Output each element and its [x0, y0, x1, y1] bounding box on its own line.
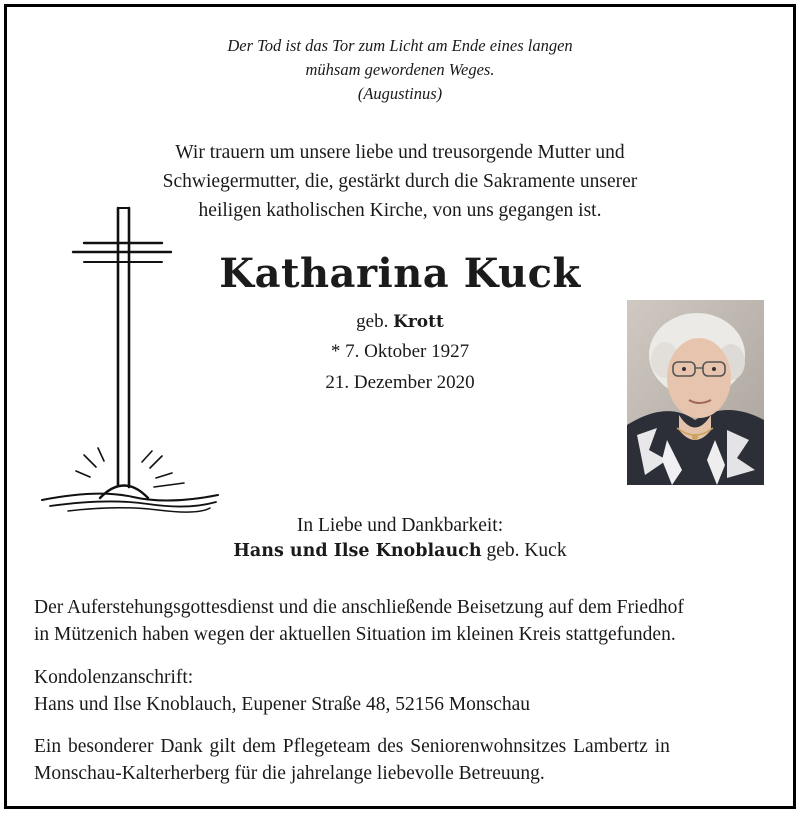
- mourners-intro: In Liebe und Dankbarkeit:: [296, 515, 504, 536]
- birth-date: * 7. Oktober 1927: [330, 341, 470, 362]
- intro-line: Wir trauern um unsere liebe und treusorgende Mutter und: [175, 142, 625, 163]
- condolence-address: [34, 664, 774, 718]
- motto-line: Der Tod ist das Tor zum Licht am Ende eines langen: [227, 36, 573, 55]
- gratitude-line: Monschau-Kalterherberg für die jahrelange liebevolle Betreuung.: [34, 763, 545, 784]
- gratitude-paragraph: [34, 733, 774, 787]
- death-date: 21. Dezember 2020: [325, 372, 475, 393]
- intro-line: heiligen katholischen Kirche, von uns gegangen ist.: [198, 200, 602, 221]
- motto-line: mühsam gewordenen Weges.: [305, 60, 495, 79]
- deceased-name: Katharina Kuck: [219, 250, 581, 297]
- service-paragraph: [34, 594, 774, 648]
- gratitude-line: Ein besonderer Dank gilt dem Pflegeteam des Seniorenwohnsitzes Lambertz in: [34, 736, 670, 757]
- mourners-suffix: geb. Kuck: [486, 540, 567, 561]
- service-line: in Mützenich haben wegen der aktuellen Situation im kleinen Kreis stattgefunden.: [34, 624, 676, 645]
- service-line: Der Auferstehungsgottesdienst und die anschließende Beisetzung auf dem Friedhof: [34, 597, 684, 618]
- maiden-name: Krott: [393, 312, 444, 332]
- motto-quote: [0, 34, 800, 106]
- born-prefix: geb.: [356, 311, 389, 332]
- address-value: Hans und Ilse Knoblauch, Eupener Straße 48, 52156 Monschau: [34, 694, 531, 715]
- mourners-names-bold: Hans und Ilse Knoblauch: [233, 541, 482, 561]
- intro-line: Schwiegermutter, die, gestärkt durch die Sakramente unserer: [162, 171, 638, 192]
- portrait-photo: [627, 300, 764, 485]
- address-label: Kondolenzanschrift:: [34, 667, 194, 688]
- mourners-names: [0, 540, 800, 562]
- motto-author: (Augustinus): [357, 84, 443, 103]
